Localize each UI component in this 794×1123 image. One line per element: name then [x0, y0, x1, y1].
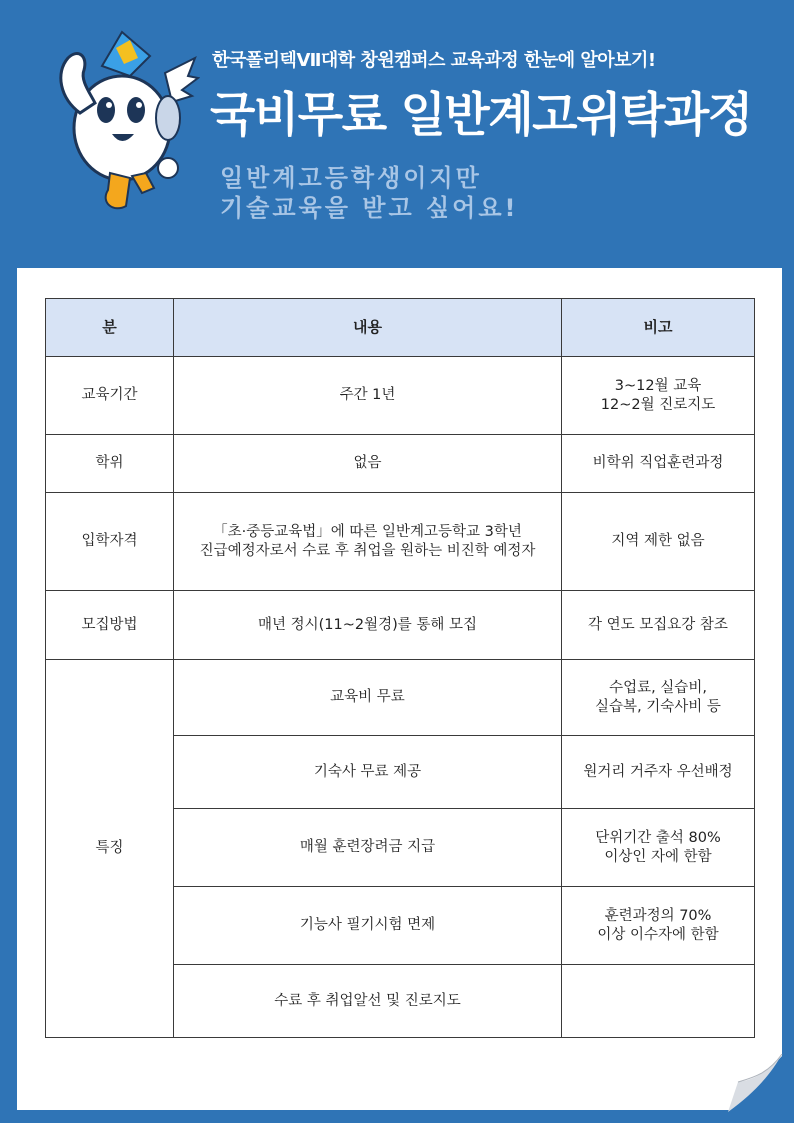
feature-content: 교육비 무료: [174, 660, 562, 736]
table-row: [46, 435, 755, 493]
row-category-features: 특징: [46, 660, 174, 1038]
tagline: [220, 163, 519, 223]
column-header-content: 내용: [174, 299, 562, 357]
table-row: [46, 357, 755, 435]
row-category: 입학자격: [46, 493, 174, 591]
feature-note: [562, 965, 755, 1038]
page-subtitle: 한국폴리텍Ⅶ대학 창원캠퍼스 교육과정 한눈에 알아보기!: [212, 50, 656, 71]
row-content: 매년 정시(11~2월경)를 통해 모집: [174, 591, 562, 660]
tagline-line: 일반계고등학생이지만: [220, 164, 482, 192]
row-note: 3~12월 교육 12~2월 진로지도: [562, 357, 755, 435]
feature-note: 수업료, 실습비, 실습복, 기숙사비 등: [562, 660, 755, 736]
page-title: 국비무료 일반계고위탁과정: [210, 88, 752, 143]
course-info-table: [45, 298, 755, 1038]
tagline-line: 기술교육을 받고 싶어요!: [220, 194, 519, 222]
row-category: 학위: [46, 435, 174, 493]
mascot-icon: [50, 18, 200, 213]
page-curl-icon: [728, 1054, 784, 1112]
row-note: 비학위 직업훈련과정: [562, 435, 755, 493]
feature-content: 기숙사 무료 제공: [174, 736, 562, 809]
feature-note: 훈련과정의 70% 이상 이수자에 한함: [562, 887, 755, 965]
column-header-note: 비고: [562, 299, 755, 357]
row-content: 주간 1년: [174, 357, 562, 435]
feature-content: 기능사 필기시험 면제: [174, 887, 562, 965]
table-row: [46, 493, 755, 591]
feature-content: 수료 후 취업알선 및 진로지도: [174, 965, 562, 1038]
row-category: 교육기간: [46, 357, 174, 435]
row-content: 「초·중등교육법」에 따른 일반계고등학교 3학년 진급예정자로서 수료 후 취업을 원하는 비진학 예정자: [174, 493, 562, 591]
row-category: 모집방법: [46, 591, 174, 660]
header-banner: [0, 0, 794, 268]
row-content: 없음: [174, 435, 562, 493]
table-header-row: [46, 299, 755, 357]
feature-note: 원거리 거주자 우선배정: [562, 736, 755, 809]
feature-content: 매월 훈련장려금 지급: [174, 809, 562, 887]
row-note: 지역 제한 없음: [562, 493, 755, 591]
feature-note: 단위기간 출석 80% 이상인 자에 한함: [562, 809, 755, 887]
column-header-category: 분: [46, 299, 174, 357]
table-row: [46, 591, 755, 660]
row-note: 각 연도 모집요강 참조: [562, 591, 755, 660]
table-row: [46, 660, 755, 736]
